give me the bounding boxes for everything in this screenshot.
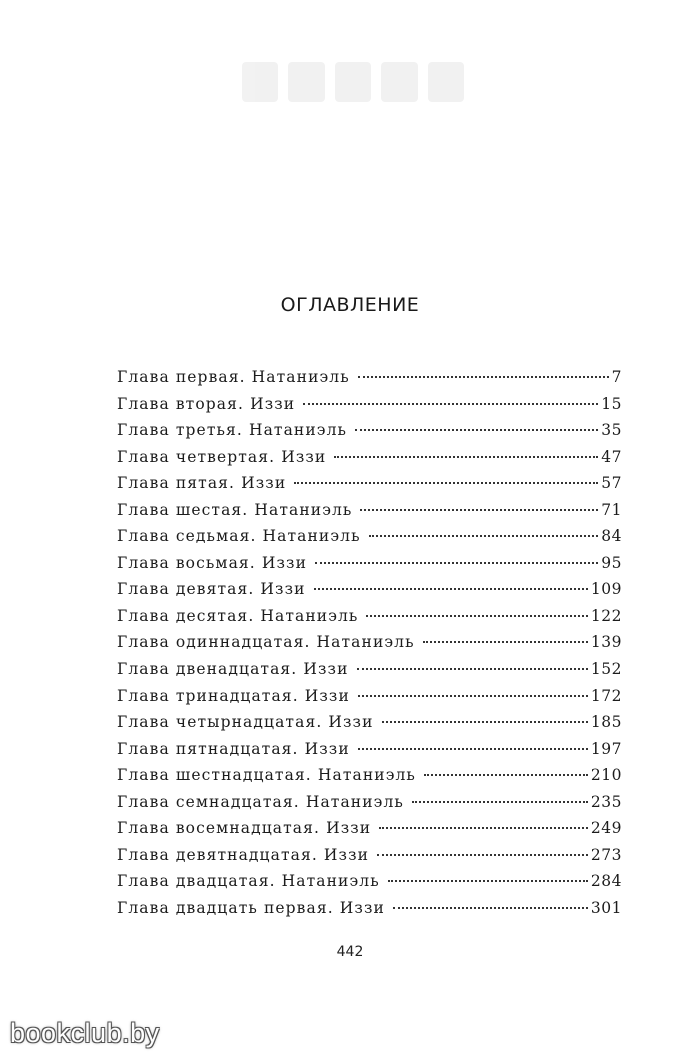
- faded-glyph: [242, 62, 278, 102]
- toc-entry-label: Глава восьмая. Иззи: [117, 553, 308, 572]
- toc-entry-page: 185: [590, 713, 622, 732]
- toc-leader-dots: [334, 456, 598, 458]
- faded-glyph: [381, 62, 417, 102]
- toc-entry[interactable]: [117, 819, 622, 846]
- toc-entry-page: 284: [590, 872, 622, 891]
- toc-entry-page: 210: [590, 766, 622, 785]
- faded-header-mark: [242, 62, 464, 102]
- toc-entry[interactable]: [117, 448, 622, 475]
- toc-entry-page: 57: [601, 474, 622, 493]
- toc-leader-dots: [377, 854, 588, 856]
- toc-entry-label: Глава двенадцатая. Иззи: [117, 660, 349, 679]
- toc-entry[interactable]: [117, 660, 622, 687]
- toc-entry-page: 7: [611, 368, 622, 386]
- toc-entry[interactable]: [117, 899, 622, 926]
- toc-entry[interactable]: [117, 633, 622, 660]
- toc-entry[interactable]: [117, 607, 622, 634]
- toc-entry-label: Глава пятнадцатая. Иззи: [117, 739, 350, 758]
- toc-entry-page: 15: [601, 394, 622, 413]
- toc-leader-dots: [424, 774, 588, 776]
- toc-entry[interactable]: [117, 368, 622, 395]
- toc-leader-dots: [355, 429, 598, 431]
- toc-entry-label: Глава четырнадцатая. Иззи: [117, 713, 374, 732]
- toc-entry-label: Глава шестая. Натаниэль: [117, 500, 353, 519]
- toc-leader-dots: [369, 535, 599, 537]
- toc-leader-dots: [412, 801, 588, 803]
- faded-glyph: [288, 62, 324, 102]
- toc-entry[interactable]: [117, 872, 622, 899]
- toc-entry[interactable]: [117, 527, 622, 554]
- faded-glyph: [428, 62, 464, 102]
- toc-leader-dots: [366, 615, 587, 617]
- toc-entry-page: 139: [590, 633, 622, 652]
- toc-entry[interactable]: [117, 687, 622, 714]
- toc-entry[interactable]: [117, 793, 622, 820]
- watermark: bookclub.by: [10, 1018, 160, 1048]
- toc-entry[interactable]: [117, 554, 622, 581]
- toc-entry-label: Глава вторая. Иззи: [117, 394, 296, 413]
- toc-entry-page: 249: [590, 819, 622, 838]
- toc-leader-dots: [423, 641, 588, 643]
- toc-entry[interactable]: [117, 846, 622, 873]
- toc-leader-dots: [358, 748, 588, 750]
- toc-entry[interactable]: [117, 580, 622, 607]
- toc-leader-dots: [303, 403, 598, 405]
- toc-entry-page: 197: [590, 739, 622, 758]
- toc-entry-label: Глава двадцатая. Натаниэль: [117, 872, 380, 891]
- toc-entry[interactable]: [117, 421, 622, 448]
- toc-leader-dots: [379, 827, 588, 829]
- toc-entry-label: Глава девятнадцатая. Иззи: [117, 845, 370, 864]
- toc-entry-label: Глава одиннадцатая. Натаниэль: [117, 633, 415, 652]
- toc-entry-page: 273: [590, 845, 622, 864]
- toc-entry-label: Глава седьмая. Натаниэль: [117, 527, 361, 546]
- toc-entry-page: 172: [590, 686, 622, 705]
- toc-leader-dots: [358, 376, 609, 378]
- toc-leader-dots: [315, 562, 598, 564]
- toc-title: ОГЛАВЛЕНИЕ: [280, 294, 420, 316]
- toc-entry-page: 95: [601, 553, 622, 572]
- toc-entry-label: Глава семнадцатая. Натаниэль: [117, 792, 404, 811]
- toc-leader-dots: [388, 880, 588, 882]
- toc-entry[interactable]: [117, 766, 622, 793]
- toc-entry-page: 35: [601, 421, 622, 440]
- toc-leader-dots: [382, 721, 588, 723]
- toc-entry-page: 71: [601, 500, 622, 519]
- toc-leader-dots: [393, 907, 588, 909]
- toc-list: [117, 368, 622, 925]
- toc-entry-page: 235: [590, 792, 622, 811]
- toc-entry-label: Глава шестнадцатая. Натаниэль: [117, 766, 416, 785]
- toc-entry[interactable]: [117, 740, 622, 767]
- toc-entry[interactable]: [117, 713, 622, 740]
- toc-entry-label: Глава первая. Натаниэль: [117, 368, 350, 386]
- toc-entry[interactable]: [117, 474, 622, 501]
- toc-entry-label: Глава пятая. Иззи: [117, 474, 287, 493]
- toc-entry-label: Глава третья. Натаниэль: [117, 421, 348, 440]
- toc-leader-dots: [314, 588, 588, 590]
- toc-entry-label: Глава восемнадцатая. Иззи: [117, 819, 372, 838]
- toc-entry-label: Глава двадцать первая. Иззи: [117, 898, 385, 917]
- toc-entry[interactable]: [117, 501, 622, 528]
- toc-entry-label: Глава девятая. Иззи: [117, 580, 306, 599]
- toc-entry-page: 109: [590, 580, 622, 599]
- toc-entry-page: 301: [590, 898, 622, 917]
- toc-entry-page: 47: [601, 447, 622, 466]
- toc-entry-label: Глава тринадцатая. Иззи: [117, 686, 350, 705]
- toc-leader-dots: [357, 668, 588, 670]
- toc-entry-page: 122: [590, 606, 622, 625]
- toc-leader-dots: [360, 509, 598, 511]
- toc-entry-label: Глава четвертая. Иззи: [117, 447, 327, 466]
- faded-glyph: [335, 62, 371, 102]
- toc-entry-page: 152: [590, 660, 622, 679]
- toc-entry[interactable]: [117, 395, 622, 422]
- toc-leader-dots: [358, 695, 588, 697]
- toc-entry-label: Глава десятая. Натаниэль: [117, 606, 359, 625]
- toc-leader-dots: [294, 482, 598, 484]
- page-number: 442: [336, 944, 364, 960]
- toc-entry-page: 84: [601, 527, 622, 546]
